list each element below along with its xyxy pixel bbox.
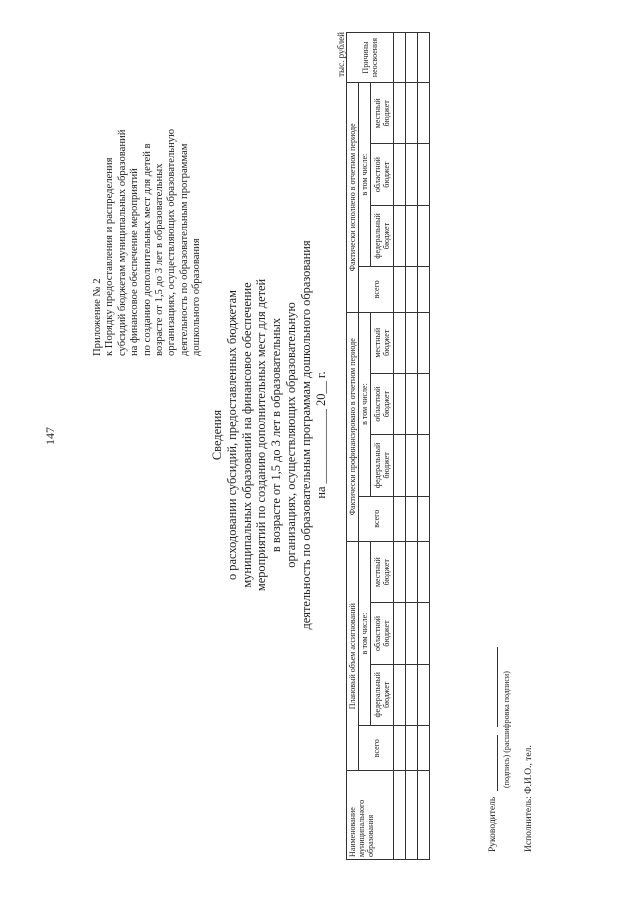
table-cell (406, 541, 418, 602)
table-cell (406, 771, 418, 860)
table-row (418, 33, 430, 860)
table-cell (418, 725, 430, 770)
table-cell (418, 83, 430, 144)
planned-regional-header: областной бюджет (371, 603, 394, 664)
title-line: Сведения (210, 409, 224, 461)
table-cell (394, 725, 406, 770)
appendix-line: дошкольного образования (191, 238, 203, 356)
table-cell (406, 83, 418, 144)
table-cell (394, 144, 406, 205)
table-cell (394, 33, 406, 83)
reason-header: Причины неосвоения (347, 33, 394, 83)
table-row (394, 33, 406, 860)
appendix-line: по созданию дополнительных мест для детей в (141, 143, 153, 356)
executed-regional-header: областной бюджет (371, 144, 394, 205)
appendix-line: субсидий бюджетам муниципальных образований (116, 129, 128, 356)
appendix-line: возрасте от 1,5 до 3 лет в образовательных (154, 163, 166, 356)
financed-regional-header: областной бюджет (371, 373, 394, 434)
head-label: Руководитель (488, 796, 498, 852)
table-cell (394, 435, 406, 496)
table-cell (418, 664, 430, 725)
table-cell (418, 205, 430, 266)
table-cell (394, 541, 406, 602)
appendix-block (92, 76, 204, 356)
planned-total-header: всего (359, 725, 394, 770)
table-cell (394, 496, 406, 541)
planned-header: Плановый объем ассигнований (347, 541, 359, 770)
units-label: тыс. рублей (336, 32, 346, 77)
table-row (406, 33, 418, 860)
title-line: организациях, осуществляющих образовательную (283, 302, 298, 568)
table-cell (406, 144, 418, 205)
title-line: мероприятий по созданию дополнительных мест для детей (254, 278, 269, 592)
table-cell (418, 33, 430, 83)
table-cell (406, 435, 418, 496)
table-cell (418, 541, 430, 602)
table-cell (394, 603, 406, 664)
head-signature-line (488, 644, 498, 852)
executed-header: Фактически исполнено в отчетном периоде (347, 83, 359, 312)
appendix-line: к Порядку предоставления и распределения (104, 157, 116, 356)
executed-local-header: местный бюджет (371, 83, 394, 144)
table-cell (418, 373, 430, 434)
municipality-header: Наименование муниципального образования (347, 771, 394, 860)
document-title (210, 200, 328, 670)
appendix-line: организациях, осуществляющих образовательную (166, 129, 178, 356)
table-cell (406, 725, 418, 770)
title-line: деятельность по образовательным программам дошкольного образования (298, 240, 313, 630)
signature-decoding-blank (497, 647, 498, 727)
table-cell (394, 373, 406, 434)
financed-header: Фактически профинансировано в отчетном периоде (347, 312, 359, 541)
appendix-line: на финансовое обеспечение мероприятий (129, 168, 141, 356)
table-cell (418, 496, 430, 541)
financed-local-header: местный бюджет (371, 312, 394, 373)
table-cell (406, 205, 418, 266)
appendix-line: Приложение № 2 (92, 278, 103, 356)
financed-including-header: в том числе: (359, 312, 371, 496)
executed-total-header: всего (359, 267, 394, 312)
title-line: о расходовании субсидий, предоставленных бюджетам (224, 290, 239, 580)
table-cell (418, 603, 430, 664)
signature-blank (497, 735, 498, 791)
table-cell (394, 267, 406, 312)
table-cell (418, 435, 430, 496)
table-cell (394, 312, 406, 373)
table-cell (406, 373, 418, 434)
table-cell (406, 496, 418, 541)
planned-federal-header: федеральный бюджет (371, 664, 394, 725)
appendix-line: деятельность по образовательным программам (178, 143, 190, 356)
title-line: на ____________ 20__ г. (313, 371, 328, 499)
table-cell (406, 664, 418, 725)
page-number: 147 (43, 427, 57, 445)
signature-caption: (подпись) (расшифровка подписи) (502, 671, 511, 788)
financed-federal-header: федеральный бюджет (371, 435, 394, 496)
planned-local-header: местный бюджет (371, 541, 394, 602)
report-table (346, 32, 430, 860)
title-line: муниципальных образований на финансовое обеспечение (239, 282, 254, 588)
table-cell (394, 83, 406, 144)
executed-federal-header: федеральный бюджет (371, 205, 394, 266)
executed-including-header: в том числе: (359, 83, 371, 267)
table-cell (418, 267, 430, 312)
table-cell (394, 771, 406, 860)
table-cell (406, 267, 418, 312)
title-line: в возрасте от 1,5 до 3 лет в образовательных (269, 317, 284, 553)
planned-including-header: в том числе: (359, 541, 371, 725)
table-cell (394, 205, 406, 266)
table-cell (406, 33, 418, 83)
table-cell (418, 771, 430, 860)
table-cell (418, 144, 430, 205)
table-cell (406, 312, 418, 373)
table-cell (394, 664, 406, 725)
table-cell (418, 312, 430, 373)
rotated-sheet (84, 12, 534, 882)
executor-label: Исполнитель: Ф.И.О., тел. (524, 745, 534, 852)
financed-total-header: всего (359, 496, 394, 541)
table-cell (406, 603, 418, 664)
